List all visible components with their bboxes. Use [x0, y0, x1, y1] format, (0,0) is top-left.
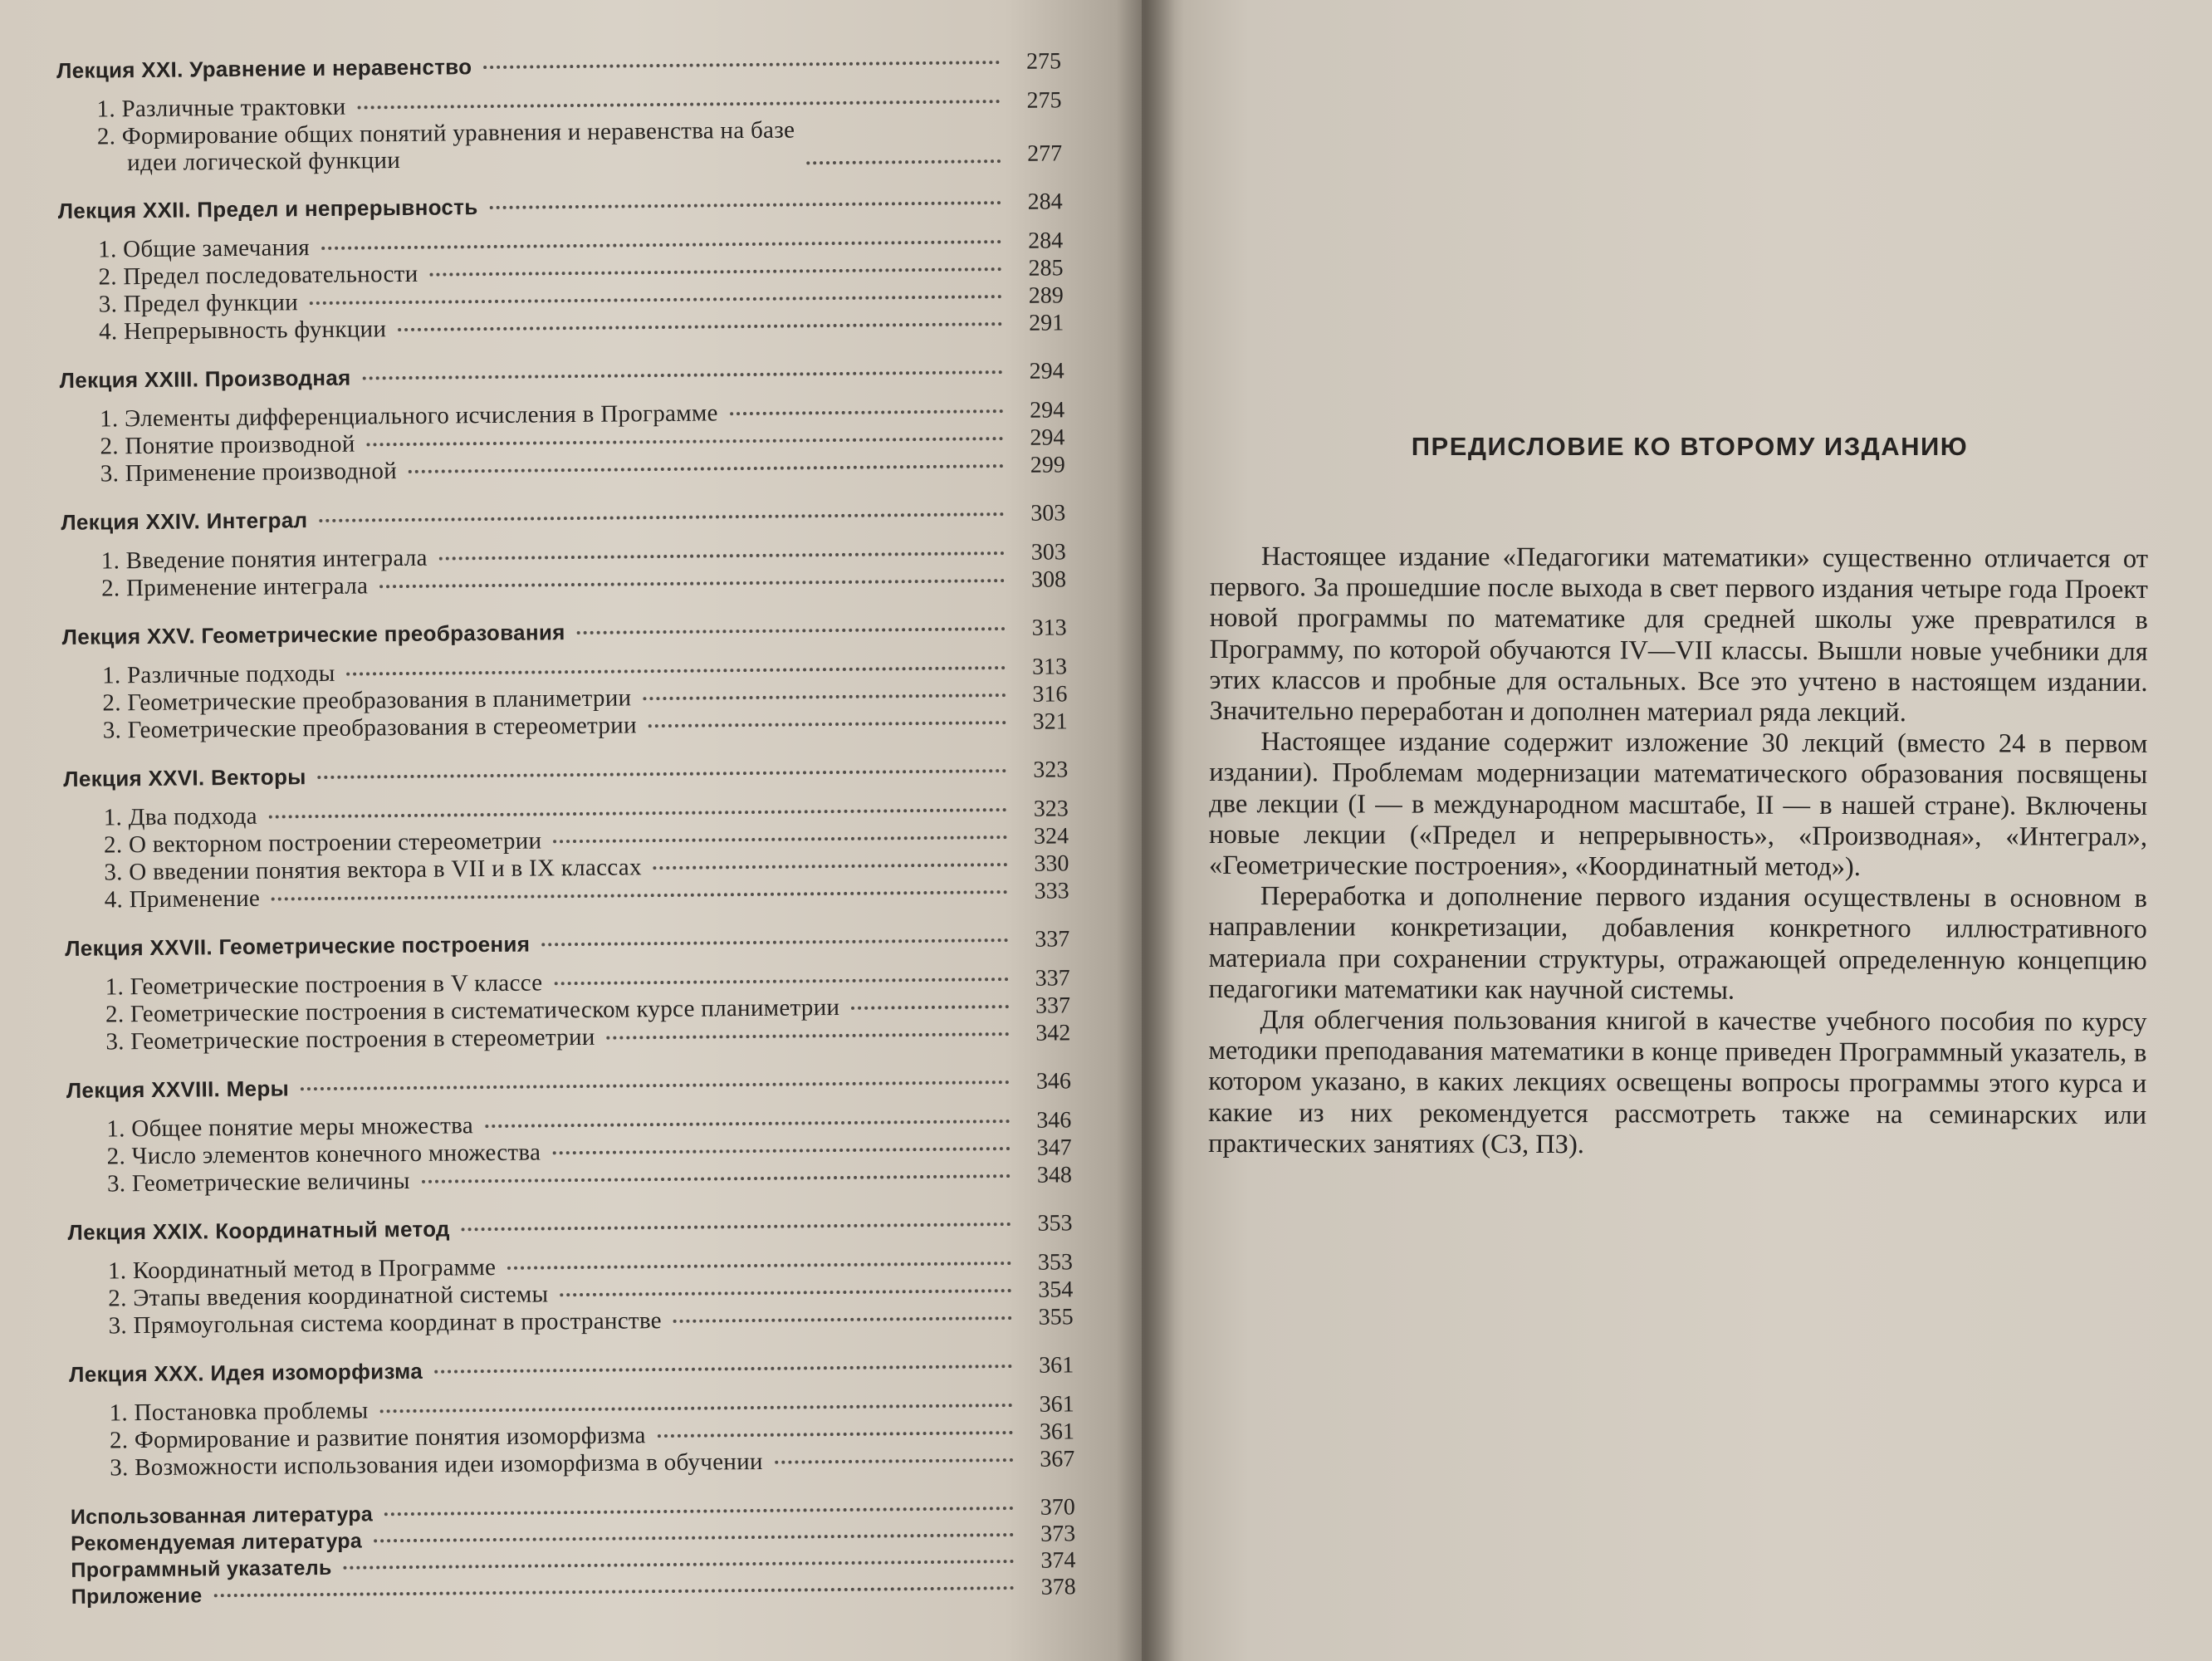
toc-lecture	[60, 358, 1065, 488]
page-number: 303	[1030, 539, 1066, 566]
table-of-contents	[56, 48, 1076, 1610]
section-title-line: 3. Геометрические преобразования в стереометрии	[102, 712, 638, 744]
dot-leader	[362, 370, 1002, 380]
page-number: 277	[1027, 140, 1063, 167]
section-title-line: 1. Геометрические построения в V классе	[105, 969, 543, 1001]
dot-leader	[310, 295, 1002, 305]
toc-lecture-heading	[66, 1068, 1071, 1105]
dot-leader	[321, 240, 1001, 250]
section-title	[97, 116, 795, 176]
page-number: 355	[1038, 1304, 1074, 1330]
preface-title: ПРЕДИСЛОВИЕ КО ВТОРОМУ ИЗДАНИЮ	[1411, 432, 1969, 461]
lecture-title: Лекция XXX. Идея изоморфизма	[69, 1358, 423, 1387]
section-title-line: 1. Различные трактовки	[96, 93, 346, 123]
page-number: 285	[1028, 255, 1064, 282]
section-title	[103, 712, 637, 743]
page-number: 346	[1036, 1107, 1072, 1134]
section-title-line: 3. Геометрические построения в стереометрии	[105, 1023, 595, 1056]
section-title-line: 3. Предел функции	[98, 289, 299, 318]
page-number: 353	[1037, 1249, 1074, 1276]
page-number: 323	[1033, 796, 1069, 822]
toc-lecture	[67, 1210, 1073, 1340]
dot-leader	[214, 1586, 1015, 1597]
page-number: 346	[1035, 1068, 1072, 1095]
dot-leader	[658, 1431, 1013, 1438]
dot-leader	[560, 1289, 1011, 1296]
toc-lecture-heading	[62, 615, 1067, 651]
section-title	[98, 234, 310, 262]
section-title	[96, 94, 345, 123]
section-title	[98, 261, 418, 291]
toc-section-entry	[57, 114, 1063, 177]
section-title	[105, 969, 543, 1000]
section-title-line: 4. Непрерывность функции	[99, 316, 387, 345]
page-number: 294	[1030, 424, 1065, 451]
section-title-line: 1. Координатный метод в Программе	[107, 1253, 497, 1285]
dot-leader	[272, 890, 1008, 901]
lecture-title: Лекция XXV. Геометрические преобразования	[61, 620, 565, 649]
dot-leader	[439, 551, 1005, 561]
page-number: 353	[1037, 1210, 1073, 1237]
section-title-line: 2. Понятие производной	[100, 430, 355, 460]
dot-leader	[344, 1560, 1015, 1570]
section-title-line: 4. Применение	[104, 884, 261, 914]
section-title	[101, 572, 368, 601]
lecture-title: Лекция XXVIII. Меры	[66, 1075, 290, 1103]
dot-leader	[553, 835, 1007, 843]
toc-lecture	[66, 1068, 1072, 1198]
backmatter-title: Приложение	[71, 1584, 203, 1609]
page-number: 367	[1040, 1446, 1075, 1472]
dot-leader	[384, 1507, 1014, 1516]
page-number: 333	[1034, 878, 1069, 904]
dot-leader	[507, 1262, 1011, 1270]
dot-leader	[643, 693, 1006, 700]
dot-leader	[367, 437, 1004, 446]
dot-leader	[379, 579, 1005, 588]
section-title-line: 3. Возможности использования идеи изоморфизма в обучении	[110, 1448, 763, 1482]
toc-lecture-heading	[63, 757, 1068, 793]
section-title	[99, 316, 386, 345]
section-title	[108, 1281, 548, 1311]
page-number: 323	[1033, 757, 1069, 783]
page-number: 294	[1029, 397, 1065, 424]
toc-lecture-heading	[61, 500, 1065, 537]
section-title	[107, 1168, 410, 1197]
dot-leader	[554, 977, 1008, 985]
section-title	[108, 1254, 496, 1284]
page-number: 324	[1033, 823, 1069, 850]
preface-paragraph: Переработка и дополнение первого издания осуществлены в основном в направлении конкретизации, добавления конкретного иллюстративного материала при сохранении структуры, отражающей определенную концепцию педагогики математики как научной системы.	[1208, 881, 2147, 1006]
section-title	[101, 545, 428, 575]
section-title-line: 2. Число элементов конечного множества	[106, 1139, 541, 1170]
lecture-title: Лекция XXVI. Векторы	[63, 764, 306, 791]
page-number: 275	[1025, 48, 1062, 75]
lecture-title: Лекция XXIV. Интеграл	[61, 507, 308, 535]
book-gutter	[1117, 0, 1175, 1661]
dot-leader	[422, 1174, 1011, 1183]
lecture-title: Лекция XXIX. Координатный метод	[67, 1216, 450, 1245]
toc-lecture	[62, 615, 1068, 745]
section-title	[99, 289, 298, 317]
page-number: 374	[1040, 1547, 1076, 1574]
dot-leader	[462, 1222, 1011, 1231]
section-title-line: 3. О введении понятия вектора в VII и в IX классах	[104, 854, 642, 886]
toc-lecture-heading	[65, 926, 1069, 963]
page-number: 370	[1040, 1494, 1075, 1521]
dot-leader	[379, 1404, 1012, 1413]
lecture-title: Лекция XXIII. Производная	[59, 365, 351, 393]
section-title-line: 2. Предел последовательности	[98, 260, 418, 291]
toc-lecture-heading	[67, 1210, 1072, 1247]
dot-leader	[673, 1316, 1012, 1323]
page-number: 347	[1036, 1134, 1072, 1161]
page-number: 361	[1039, 1352, 1074, 1379]
dot-leader	[358, 100, 1001, 109]
section-title-line: 2. Применение интеграла	[100, 572, 369, 602]
toc-lecture-heading	[60, 358, 1064, 394]
page-number: 284	[1027, 189, 1063, 215]
page-number: 373	[1040, 1521, 1076, 1547]
dot-leader	[653, 863, 1008, 870]
page-number: 361	[1039, 1391, 1074, 1418]
section-title	[106, 1112, 473, 1142]
dot-leader	[398, 322, 1002, 331]
preface-paragraph: Настоящее издание содержит изложение 30 лекций (вместо 24 в первом издании). Проблемам модернизации математического образования посвящены две лекции (I — в международном масштабе, II — в нашей стране). Включены новые лекции («Предел и непрерывность», «Производная», «Интеграл», «Геометрические построения», «Координатный метод»).	[1208, 727, 2148, 883]
page-number: 299	[1030, 452, 1065, 478]
section-title-line: 1. Введение понятия интеграла	[100, 544, 428, 575]
section-title	[100, 458, 397, 487]
section-title	[110, 1448, 763, 1482]
backmatter-title: Использованная литература	[70, 1502, 374, 1529]
dot-leader	[807, 159, 1001, 164]
toc-lecture	[61, 500, 1066, 603]
section-title	[100, 431, 355, 460]
section-title	[102, 660, 335, 689]
page-number: 321	[1032, 708, 1068, 735]
section-title-line: 1. Общее понятие меры множества	[106, 1112, 474, 1143]
page-number: 316	[1032, 681, 1068, 708]
dot-leader	[269, 808, 1007, 819]
dot-leader	[483, 61, 1000, 69]
dot-leader	[490, 201, 1001, 209]
page-number: 342	[1035, 1020, 1071, 1046]
dot-leader	[775, 1458, 1014, 1464]
toc-lecture	[56, 48, 1062, 177]
page-number: 337	[1035, 965, 1070, 992]
section-title	[104, 827, 542, 858]
section-title-line: 2. Формирование и развитие понятия изоморфизма	[109, 1422, 646, 1454]
section-title-line: 1. Два подхода	[103, 802, 257, 831]
page-number: 289	[1028, 282, 1064, 309]
backmatter-title: Рекомендуемая литература	[71, 1529, 363, 1556]
dot-leader	[374, 1533, 1014, 1542]
section-title	[110, 1422, 646, 1453]
dot-leader	[541, 938, 1008, 946]
dot-leader	[607, 1032, 1010, 1040]
dot-leader	[318, 769, 1007, 779]
dot-leader	[648, 721, 1006, 728]
section-title	[110, 1397, 369, 1426]
preface-paragraph: Для облегчения пользования книгой в качестве учебного пособия по курсу методики преподавания математики в конце приведен Программный указатель, в котором указано, в каких лекциях освещены вопросы программы этого курса и какие из них рекомендуется рассмотреть также на семинарских или практических занятиях (СЗ, ПЗ).	[1208, 1005, 2147, 1160]
preface-paragraph: Настоящее издание «Педагогики математики» существенно отличается от первого. За прошедшие после выхода в свет первого издания четыре года Проект новой программы по математике для средней школы уже превратился в Программу, по которой обучаются IV—VII классы. Вышли новые учебники для этих классов и пробные для остальных. Все это учтено в настоящем издании. Значительно переработан и дополнен материал ряда лекций.	[1209, 541, 2148, 728]
page-number: 291	[1028, 310, 1064, 336]
dot-leader	[851, 1005, 1009, 1010]
dot-leader	[347, 666, 1006, 676]
page-number: 348	[1036, 1162, 1073, 1188]
toc-lecture	[58, 189, 1064, 346]
section-title	[107, 1139, 541, 1169]
page-number: 313	[1031, 615, 1067, 641]
preface-body	[1208, 541, 2148, 1162]
page-number: 378	[1040, 1574, 1076, 1600]
section-title-line: 1. Постановка проблемы	[109, 1397, 369, 1427]
page-number: 284	[1028, 228, 1064, 254]
section-title-line: 3. Прямоугольная система координат в пространстве	[108, 1307, 663, 1340]
section-title	[105, 1024, 595, 1056]
page-number: 313	[1031, 654, 1068, 680]
section-title-line: 2. Геометрические построения в систематическом курсе планиметрии	[105, 993, 840, 1028]
dot-leader	[552, 1147, 1010, 1154]
section-title-line: 3. Геометрические величины	[106, 1167, 410, 1198]
section-title-line: 1. Общие замечания	[98, 234, 311, 263]
section-title	[104, 854, 642, 885]
page-number: 354	[1038, 1276, 1074, 1303]
backmatter-title: Программный указатель	[71, 1556, 332, 1582]
page-number: 303	[1030, 500, 1066, 527]
page-number: 330	[1034, 850, 1069, 877]
dot-leader	[434, 1365, 1012, 1374]
section-title-line: 3. Применение производной	[100, 458, 398, 488]
section-title-line: 2. Этапы введения координатной системы	[108, 1281, 549, 1312]
page-number: 361	[1039, 1418, 1075, 1445]
section-title	[102, 684, 631, 716]
toc-backmatter	[71, 1494, 1076, 1610]
dot-leader	[319, 512, 1004, 522]
page-number: 337	[1035, 926, 1070, 953]
dot-leader	[430, 267, 1002, 277]
page-number: 308	[1030, 566, 1067, 593]
section-title-line: 1. Различные подходы	[101, 659, 335, 689]
section-title-line: идеи логической функции	[127, 147, 401, 177]
lecture-title: Лекция XXI. Уравнение и неравенство	[56, 54, 472, 83]
page-number: 294	[1029, 358, 1064, 385]
dot-leader	[730, 409, 1003, 415]
section-title-line: 2. Формирование общих понятий уравнения и неравенства на базе	[96, 116, 795, 150]
dot-leader	[409, 464, 1004, 473]
toc-lecture-heading	[58, 189, 1063, 225]
page-number: 275	[1026, 87, 1062, 114]
section-title	[104, 803, 257, 831]
lecture-title: Лекция XXVII. Геометрические построения	[65, 931, 531, 961]
section-title-line: 1. Элементы дифференциального исчисления в Программе	[100, 399, 718, 433]
toc-lecture-heading	[69, 1352, 1074, 1389]
dot-leader	[301, 1080, 1010, 1090]
toc-lecture-heading	[56, 48, 1061, 85]
dot-leader	[577, 627, 1006, 635]
dot-leader	[485, 1120, 1010, 1128]
toc-lecture	[65, 926, 1070, 1056]
section-title-line: 2. Геометрические преобразования в планиметрии	[102, 684, 632, 717]
toc-lecture	[63, 757, 1069, 914]
page-number: 337	[1035, 992, 1071, 1019]
section-title	[105, 885, 261, 914]
toc-lecture	[69, 1352, 1074, 1482]
lecture-title: Лекция XXII. Предел и непрерывность	[57, 194, 478, 223]
section-title-line: 2. О векторном построении стереометрии	[103, 827, 542, 859]
section-title	[109, 1307, 663, 1339]
